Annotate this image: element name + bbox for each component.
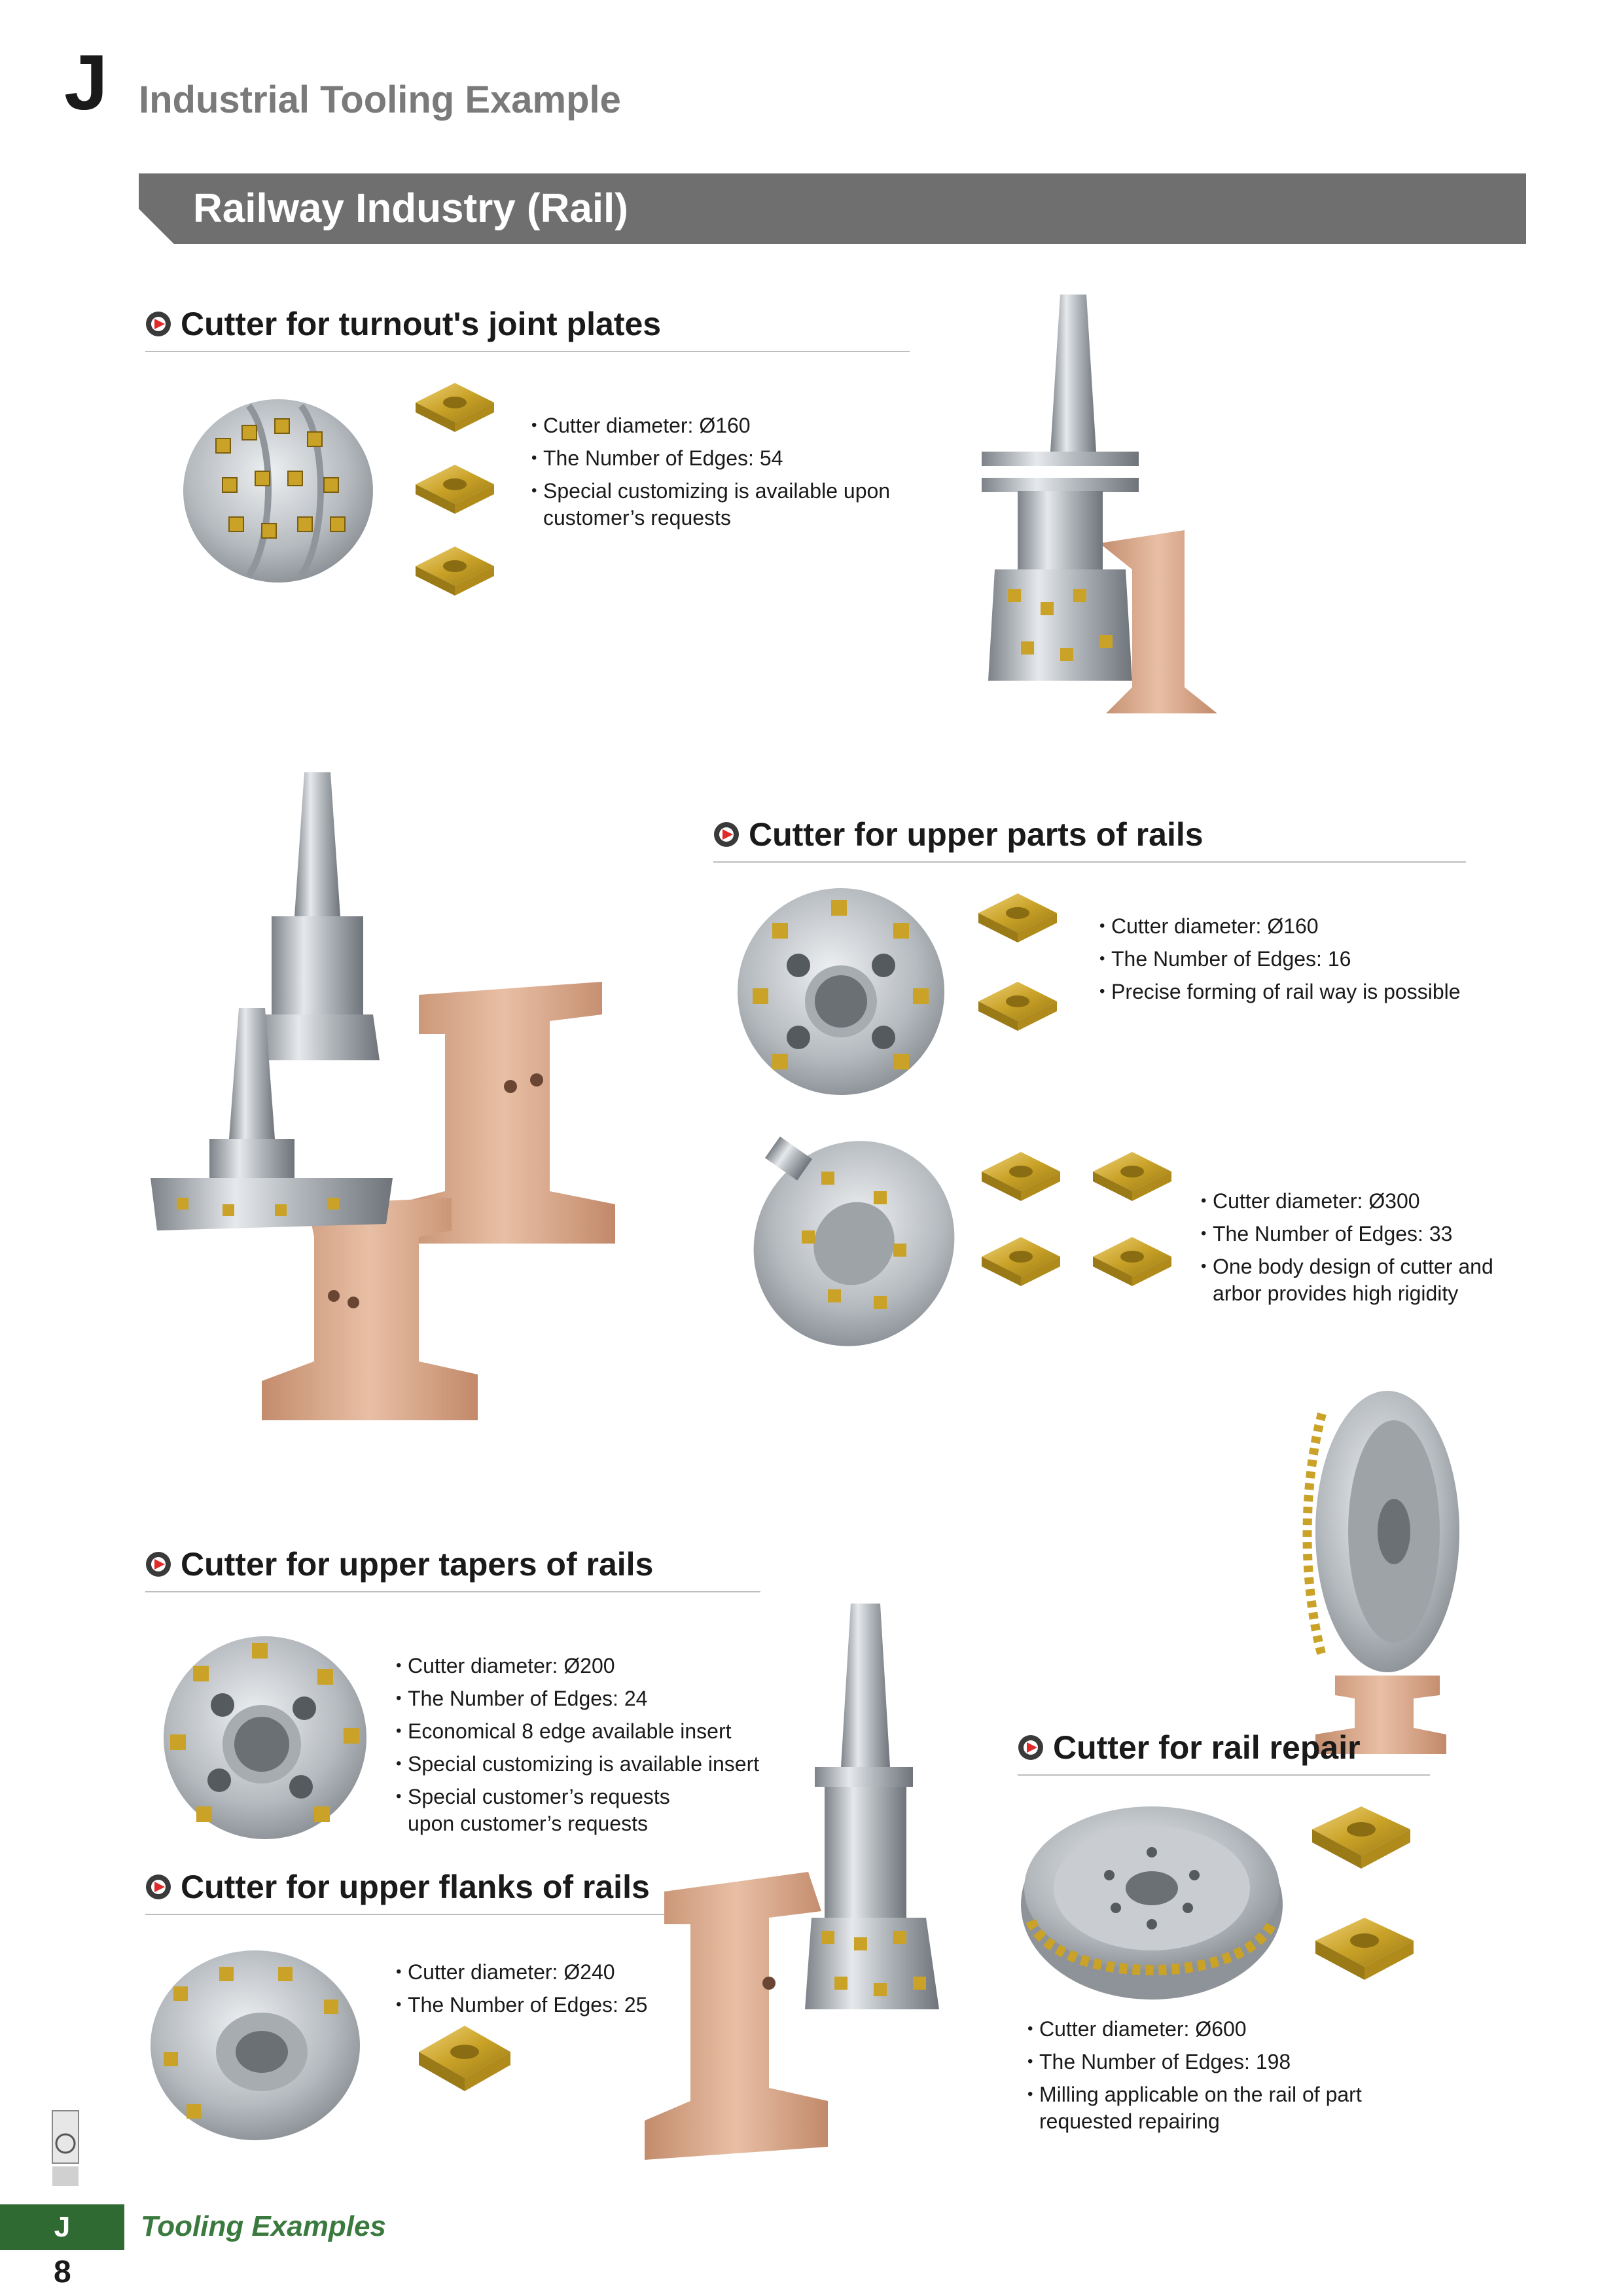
- spec-item: • The Number of Edges: 54: [531, 442, 937, 475]
- disc-cutter-image: [733, 884, 949, 1100]
- chapter-letter: J: [64, 39, 108, 126]
- spec-item-continued: requested repairing: [1039, 2109, 1220, 2133]
- spec-item: • Precise forming of rail way is possible: [1099, 975, 1492, 1008]
- spec-list: [1201, 1185, 1515, 1306]
- section-title: Cutter for rail repair: [1053, 1729, 1361, 1766]
- spec-item: • Cutter diameter: Ø600: [1027, 2013, 1446, 2045]
- spec-item: • Milling applicable on the rail of part requested repairing: [1027, 2078, 1446, 2134]
- cutter-drum-image: [177, 386, 380, 589]
- spec-item-continued: arbor provides high rigidity: [1213, 1282, 1459, 1305]
- spec-item: • The Number of Edges: 16: [1099, 942, 1492, 975]
- section-divider: [713, 861, 1466, 863]
- repair-wheel-image: [1018, 1790, 1286, 2006]
- arrow-bullet-icon: [713, 821, 740, 848]
- spec-item: • The Number of Edges: 24: [396, 1682, 789, 1715]
- insert-column-image: [409, 376, 501, 638]
- tool-on-rail-image: [969, 295, 1230, 713]
- spec-item: • Cutter diameter: Ø160: [531, 409, 937, 442]
- spec-item: • The Number of Edges: 198: [1027, 2045, 1446, 2078]
- section-rail-repair: [1018, 1731, 1430, 1776]
- section-divider: [145, 351, 910, 352]
- section-divider: [1018, 1774, 1430, 1776]
- spec-item: • One body design of cutter and arbor provides high rigidity: [1201, 1250, 1515, 1306]
- tools-on-rails-image: [144, 772, 687, 1440]
- insert-column-image: [972, 887, 1063, 1070]
- banner-title: Railway Industry (Rail): [193, 186, 628, 231]
- footer-section-name: Tooling Examples: [141, 2210, 386, 2242]
- tool-on-rail-lower-image: [638, 1604, 1005, 2166]
- page-number: 8: [54, 2255, 71, 2289]
- section-upper-parts-of-rails: [713, 818, 1466, 863]
- chapter-title: Industrial Tooling Example: [139, 79, 621, 121]
- one-body-cutter-image: [743, 1132, 959, 1348]
- footer-chapter-tab: J: [0, 2204, 124, 2250]
- spec-item: • Cutter diameter: Ø200: [396, 1649, 789, 1682]
- spec-item: • Special customizing is available insert: [396, 1748, 789, 1780]
- section-upper-tapers-of-rails: [145, 1548, 760, 1592]
- spec-item-continued: upon customer’s requests: [408, 1812, 649, 1835]
- spec-item: • Cutter diameter: Ø240: [396, 1956, 762, 1988]
- spec-item: • The Number of Edges: 33: [1201, 1217, 1515, 1250]
- arrow-bullet-icon: [145, 311, 171, 337]
- spec-item: • The Number of Edges: 25: [396, 1988, 762, 2021]
- repair-wheel-upright-image: [1289, 1388, 1486, 1754]
- section-turnout-joint-plates: [145, 308, 910, 352]
- taper-cutter-image: [157, 1630, 373, 1846]
- section-title: Cutter for upper parts of rails: [749, 816, 1204, 853]
- repair-inserts-image: [1306, 1797, 1430, 2000]
- section-title: Cutter for upper flanks of rails: [181, 1869, 650, 1905]
- insert-image: [412, 2019, 517, 2111]
- arrow-bullet-icon: [145, 1551, 171, 1577]
- spec-item: • Cutter diameter: Ø300: [1201, 1185, 1515, 1217]
- spec-item-continued: customer’s requests: [543, 506, 731, 529]
- flank-cutter-image: [147, 1947, 363, 2144]
- spec-item: • Special customizing is available upon customer’s requests: [531, 475, 937, 531]
- spec-list: [1099, 910, 1492, 1008]
- arrow-bullet-icon: [1018, 1734, 1044, 1761]
- spec-list: [531, 409, 937, 531]
- side-thumbnail-icon: [46, 2111, 85, 2189]
- section-divider: [145, 1591, 760, 1592]
- arrow-bullet-icon: [145, 1874, 171, 1900]
- spec-item: • Economical 8 edge available insert: [396, 1715, 789, 1748]
- section-title: Cutter for turnout's joint plates: [181, 306, 662, 342]
- spec-item: • Special customer’s requests upon customer’s requests: [396, 1780, 789, 1837]
- spec-item: • Cutter diameter: Ø160: [1099, 910, 1492, 942]
- spec-list: [1027, 2013, 1446, 2134]
- section-title: Cutter for upper tapers of rails: [181, 1546, 654, 1583]
- insert-grid-image: [975, 1145, 1191, 1329]
